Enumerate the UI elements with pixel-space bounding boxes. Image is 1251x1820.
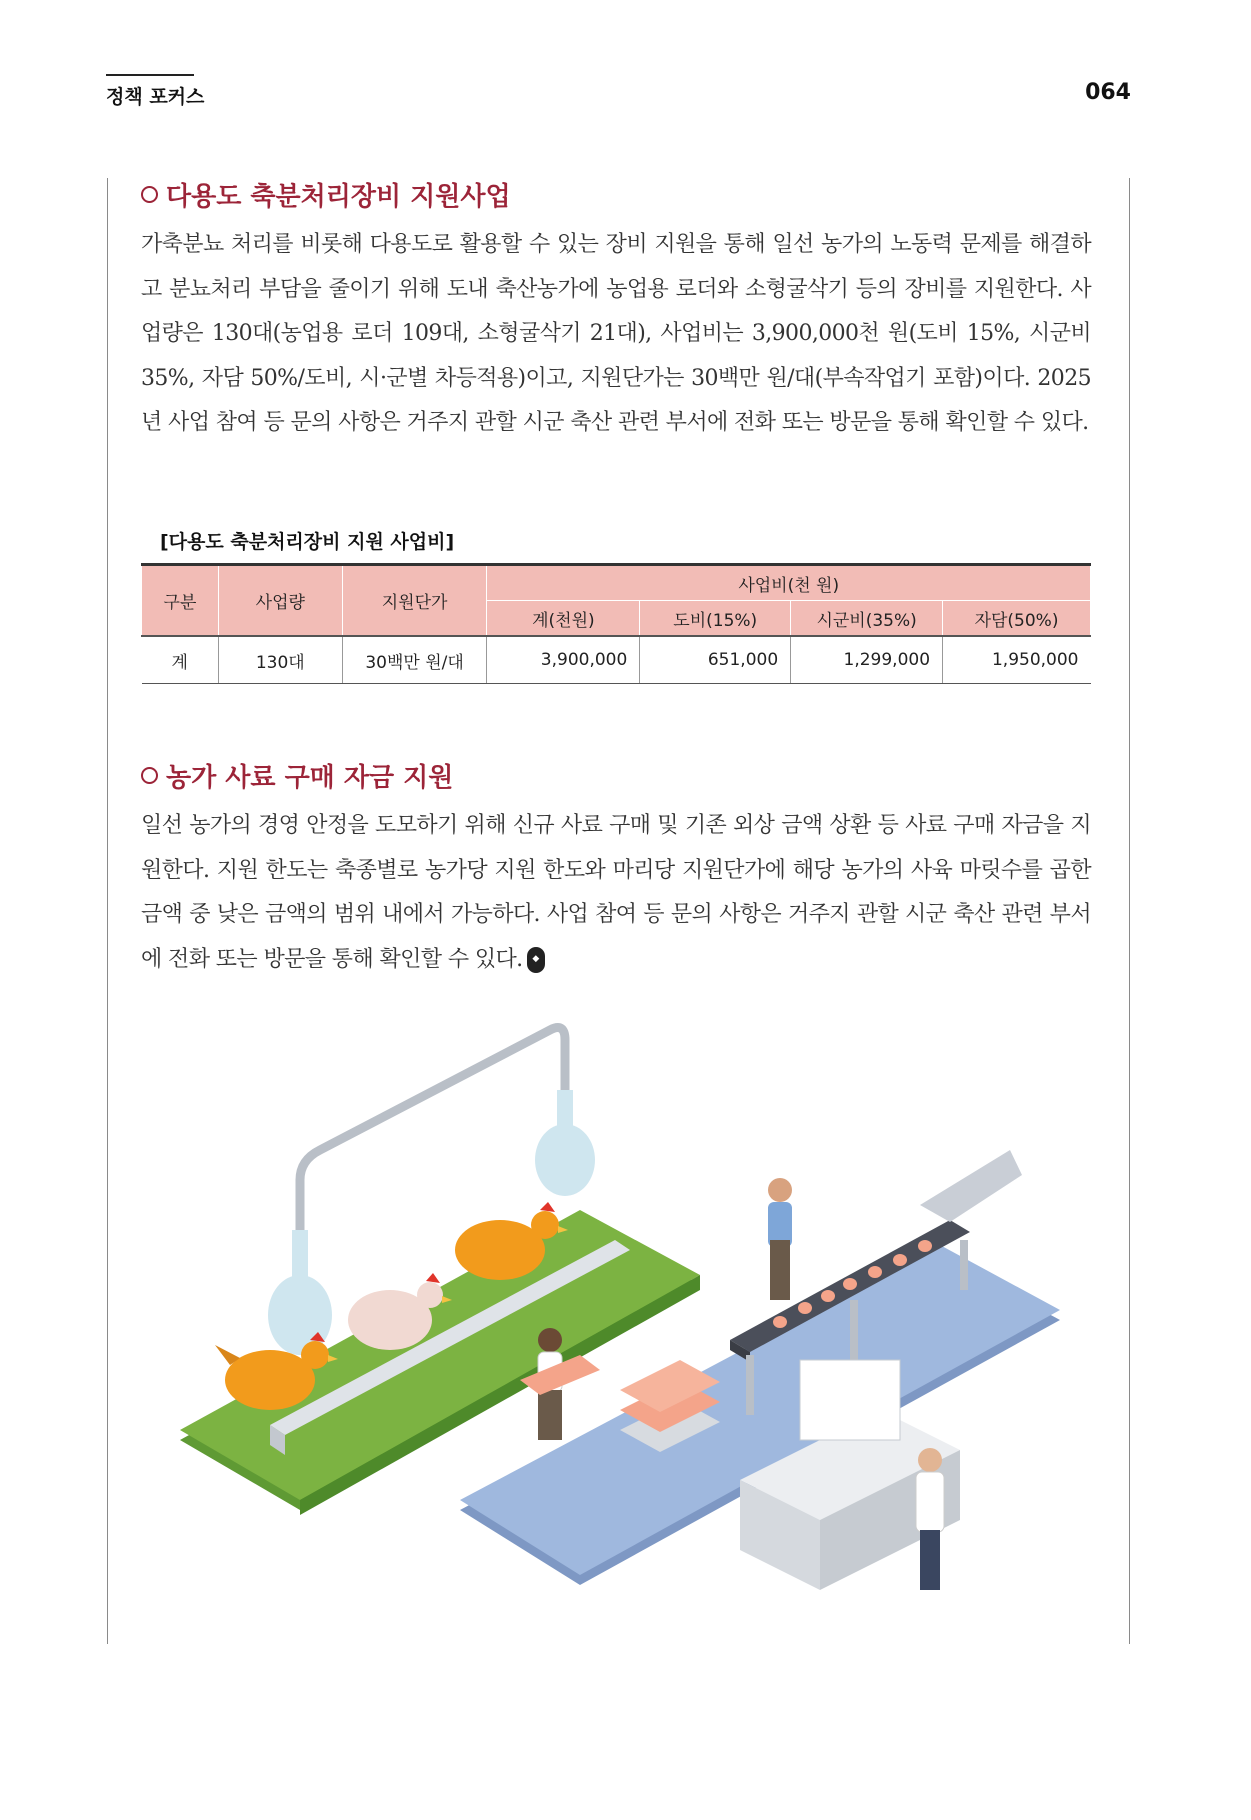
circle-bullet-icon [141, 186, 158, 203]
left-margin-line [107, 178, 108, 1644]
section-heading [141, 176, 1091, 213]
header-total: 계(천원) [487, 601, 640, 637]
worker-icon [768, 1178, 792, 1300]
page-number: 064 [1085, 80, 1131, 105]
end-of-article-icon: ◆ [527, 947, 545, 973]
cell-city: 1,299,000 [791, 636, 943, 684]
header-category: 구분 [142, 565, 219, 637]
header-budget-group: 사업비(천 원) [487, 565, 1091, 601]
header-quantity: 사업량 [218, 565, 342, 637]
section-heading [141, 757, 1091, 794]
cell-category: 계 [142, 636, 219, 684]
section-body: 일선 농가의 경영 안정을 도모하기 위해 신규 사료 구매 및 기존 외상 금액 상환 등 사료 구매 자금을 지원한다. 지원 한도는 축종별로 농가당 지원 한도와 마리당 지원단가에 해당 농가의 사육 마릿수를 곱한 금액 중 낮은 금액의 범위 내에서 가능하다. 사업 참여 등 문의 사항은 거주지 관할 시군 축산 관련 부서에 전화 또는 방문을 통해 확인할 수 있다. [141, 813, 1091, 972]
section-body: 가축분뇨 처리를 비롯해 다용도로 활용할 수 있는 장비 지원을 통해 일선 농가의 노동력 문제를 해결하고 분뇨처리 부담을 줄이기 위해 도내 축산농가에 농업용 로더와 소형굴삭기 등의 장비를 지원한다. 사업량은 130대(농업용 로더 109대, 소형굴삭기 21대), 사업비는 3,900,000천 원(도비 15%, 시군비 35%, 자담 50%/도비, 시·군별 차등적용)이고, 지원단가는 30백만 원/대(부속작업기 포함)이다. 2025년 사업 참여 등 문의 사항은 거주지 관할 시군 축산 관련 부서에 전화 또는 방문을 통해 확인할 수 있다. [141, 232, 1091, 435]
header-city: 시군비(35%) [791, 601, 943, 637]
cell-quantity: 130대 [218, 636, 342, 684]
section-title: 농가 사료 구매 자금 지원 [166, 763, 454, 793]
table-title: [다용도 축분처리장비 지원 사업비] [160, 531, 455, 553]
right-margin-line [1129, 178, 1130, 1644]
header-unit-price: 지원단가 [342, 565, 487, 637]
feed-pipe [300, 1028, 565, 1260]
budget-table [141, 563, 1091, 684]
header-rule [106, 74, 194, 76]
header-province: 도비(15%) [640, 601, 791, 637]
circle-bullet-icon [141, 767, 158, 784]
page-header [106, 80, 1131, 110]
section-body-wrapper [141, 804, 1091, 982]
cell-unit-price: 30백만 원/대 [342, 636, 487, 684]
header-self: 자담(50%) [943, 601, 1091, 637]
cell-total: 3,900,000 [487, 636, 640, 684]
section-feed-fund [141, 757, 1091, 982]
cell-province: 651,000 [640, 636, 791, 684]
section-title: 다용도 축분처리장비 지원사업 [166, 182, 511, 212]
section-label: 정책 포커스 [106, 86, 205, 108]
cell-self: 1,950,000 [943, 636, 1091, 684]
table-row [142, 636, 1091, 684]
section-equipment-support [141, 176, 1091, 446]
farm-illustration [160, 1010, 1060, 1650]
